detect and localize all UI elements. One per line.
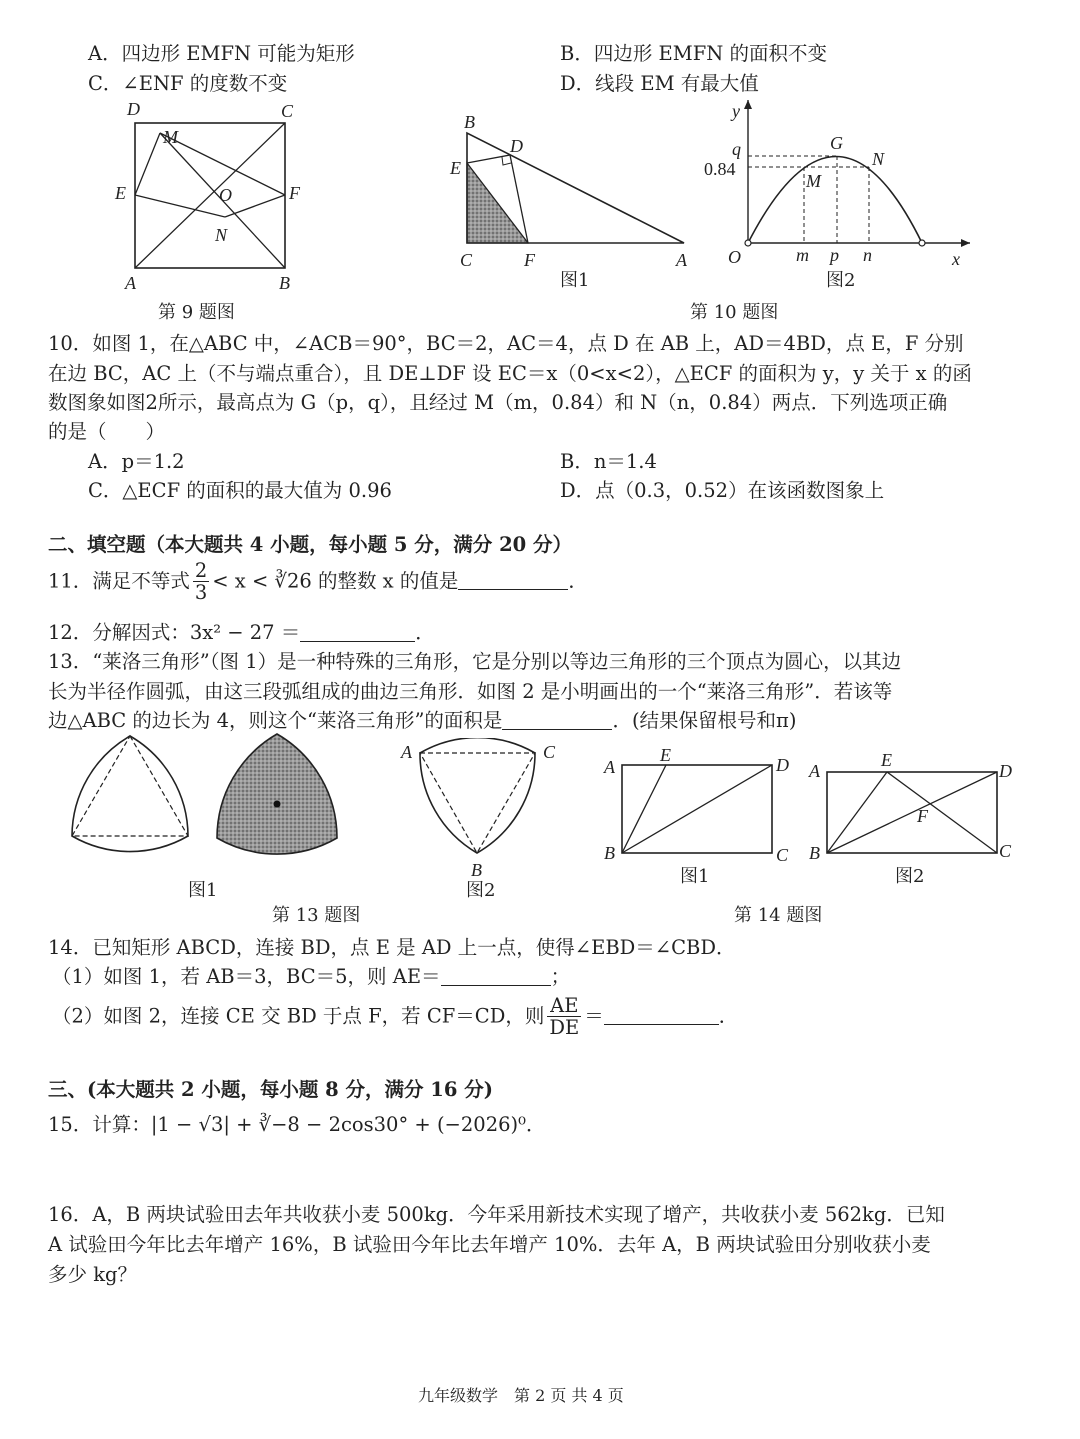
label-m-point: M	[806, 171, 821, 191]
q13-line2: 长为半径作圆弧，由这三段弧组成的曲边三角形．如图 2 是小明画出的一个“莱洛三角形”．若该等	[48, 680, 893, 703]
label-f: F	[524, 250, 535, 270]
label-y: y	[732, 101, 740, 121]
label-x: x	[952, 249, 960, 269]
q11-answer-blank	[458, 571, 568, 590]
q11-den: 3	[194, 581, 208, 605]
label-b: B	[604, 843, 615, 863]
label-a: A	[809, 761, 820, 781]
label-o: O	[219, 185, 232, 205]
label-f: F	[917, 806, 928, 826]
label-b: B	[471, 860, 482, 880]
label-n: N	[215, 225, 228, 245]
q10-line3: 数图象如图2所示，最高点为 G（p，q），且经过 M（m，0.84）和 N（n，0.84）两点．下列选项正确	[48, 391, 948, 414]
label-m: m	[796, 245, 809, 265]
q12: 12．分解因式：3x² − 27 ＝ ．	[48, 621, 435, 644]
q13-fig2-abc	[395, 738, 565, 883]
label-c: C	[999, 841, 1012, 861]
q10-caption: 第 10 题图	[690, 302, 779, 323]
label-origin: O	[728, 247, 741, 267]
label-084: 0.84	[704, 159, 736, 179]
q14-fig1-rectangle	[600, 745, 795, 870]
q13-caption: 第 13 题图	[272, 905, 361, 926]
q10-fig2-label: 图2	[826, 270, 856, 291]
q12-answer-blank	[300, 623, 415, 642]
q10-fig2-graph	[700, 95, 975, 275]
label-n: n	[863, 245, 872, 265]
label-d: D	[127, 99, 140, 119]
q10-fig1-label: 图1	[560, 270, 590, 291]
label-b: B	[809, 843, 820, 863]
label-m: M	[163, 127, 178, 147]
q9-option-d: D．线段 EM 有最大值	[560, 72, 759, 95]
label-e: E	[450, 158, 461, 178]
q13-reuleaux-shaded	[210, 730, 345, 855]
label-a: A	[401, 742, 412, 762]
q10-option-b: B．n＝1.4	[560, 450, 657, 473]
q14-part2-blank	[604, 1006, 719, 1025]
q14-den: DE	[549, 1016, 580, 1040]
label-b: B	[464, 112, 475, 132]
q13-fig2-label: 图2	[466, 880, 496, 901]
q9-option-a: A．四边形 EMFN 可能为矩形	[88, 42, 355, 65]
q12-text: 12．分解因式：3x² − 27 ＝	[48, 621, 301, 644]
section-2-heading: 二、填空题（本大题共 4 小题，每小题 5 分，满分 20 分）	[48, 533, 573, 556]
q15-text: 15．计算：|1 − √3| + ∛−8 − 2cos30° + (−2026)⁰．	[48, 1113, 546, 1136]
q14-part2: （2）如图 2，连接 CE 交 BD 于点 F，若 CF＝CD，则 $\frac{AE}{DE}$ ＝ ．	[52, 994, 739, 1040]
q16-line1: 16．A，B 两块试验田去年共收获小麦 500kg．今年采用新技术实现了增产，共收获小麦 562kg．已知	[48, 1203, 945, 1226]
q14-caption: 第 14 题图	[734, 905, 823, 926]
q11: 11．满足不等式 $\frac{2}{3}$ < x < ∛26 的整数 x 的值是 ．	[48, 559, 588, 605]
q14-fig2-label: 图2	[895, 866, 925, 887]
q14-part1-blank	[441, 967, 551, 986]
q14-line1: 14．已知矩形 ABCD，连接 BD，点 E 是 AD 上一点，使得∠EBD＝∠CBD．	[48, 936, 736, 959]
label-c: C	[776, 845, 789, 865]
q9-option-b: B．四边形 EMFN 的面积不变	[560, 42, 828, 65]
q10-fig1-triangle	[440, 108, 700, 273]
label-e: E	[881, 750, 892, 770]
label-a: A	[604, 757, 615, 777]
q10-option-a: A．p＝1.2	[88, 450, 185, 473]
q10-line4: 的是（ ）	[48, 420, 166, 443]
q10-option-d: D．点（0.3，0.52）在该函数图象上	[560, 479, 885, 502]
q10-line1: 10．如图 1，在△ABC 中，∠ACB＝90°，BC＝2，AC＝4，点 D 在 AB 上，AD＝4BD，点 E，F 分别	[48, 332, 964, 355]
q13-line3: 边△ABC 的边长为 4，则这个“莱洛三角形”的面积是 ．(结果保留根号和π)	[48, 709, 797, 732]
q13-line1: 13．“莱洛三角形”（图 1）是一种特殊的三角形，它是分别以等边三角形的三个顶点为圆心，以其边	[48, 650, 902, 673]
label-b: B	[279, 273, 290, 293]
q10-option-c: C．△ECF 的面积的最大值为 0.96	[88, 479, 392, 502]
label-a: A	[676, 250, 687, 270]
q11-suffix: 的整数 x 的值是	[317, 569, 459, 593]
q11-mid: < x < ∛26	[212, 569, 312, 593]
q9-option-c: C．∠ENF 的度数不变	[88, 72, 288, 95]
q13-reuleaux-outline	[65, 730, 195, 855]
q14-fig2-rectangle	[805, 745, 1025, 870]
label-a: A	[125, 273, 136, 293]
section-3-heading: 三、(本大题共 2 小题，每小题 8 分，满分 16 分)	[48, 1078, 493, 1101]
q9-square-figure	[105, 95, 315, 295]
label-c: C	[460, 250, 473, 270]
q14-fig1-label: 图1	[680, 866, 710, 887]
q16-line3: 多少 kg？	[48, 1263, 137, 1286]
q13-fig1-label: 图1	[188, 880, 218, 901]
q11-num: 2	[194, 559, 208, 582]
q13-answer-blank	[502, 711, 612, 730]
label-e: E	[660, 745, 671, 765]
label-e: E	[115, 183, 126, 203]
label-d: D	[776, 755, 789, 775]
q10-line2: 在边 BC，AC 上（不与端点重合），且 DE⊥DF 设 EC＝x（0<x<2），△ECF 的面积为 y，y 关于 x 的函	[48, 362, 972, 385]
label-g: G	[830, 133, 843, 153]
q14-part1: （1）如图 1，若 AB＝3，BC＝5，则 AE＝ ；	[52, 965, 571, 988]
q9-caption: 第 9 题图	[158, 302, 235, 323]
q11-prefix: 11．满足不等式	[48, 569, 190, 593]
label-q: q	[732, 139, 741, 159]
label-d: D	[999, 761, 1012, 781]
label-c: C	[543, 742, 556, 762]
q16-line2: A 试验田今年比去年增产 16%，B 试验田今年比去年增产 10%．去年 A，B 两块试验田分别收获小麦	[48, 1233, 931, 1256]
label-c: C	[281, 101, 294, 121]
q14-num: AE	[547, 995, 581, 1017]
page-footer: 九年级数学 第 2 页 共 4 页	[418, 1386, 624, 1405]
label-n-point: N	[872, 149, 885, 169]
label-f: F	[289, 183, 300, 203]
label-p: p	[830, 245, 839, 265]
label-d: D	[510, 136, 523, 156]
